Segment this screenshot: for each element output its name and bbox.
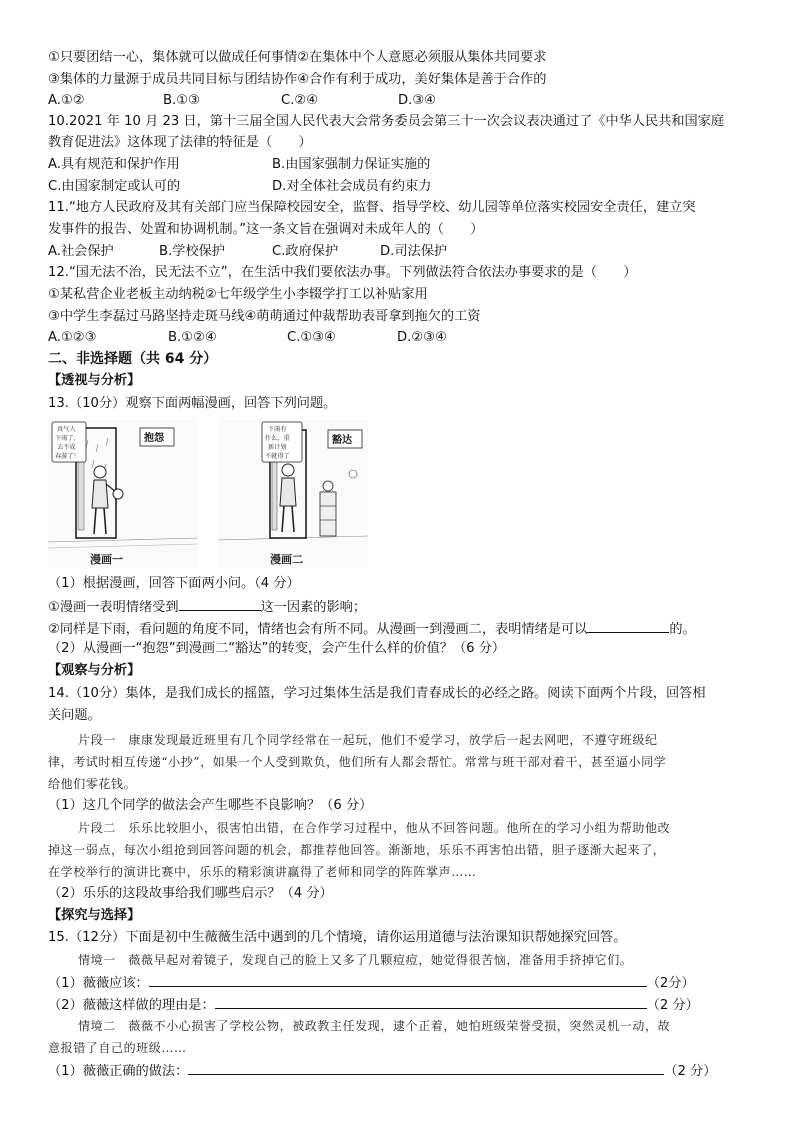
q14-stem-line1: 14.（10分）集体，是我们成长的摇篮，学习过集体生活是我们青春成长的必经之路。阅读下面两个片段，回答相 [48, 686, 706, 701]
comic-2 [218, 420, 368, 568]
comic-1-caption: 漫画一 [90, 553, 123, 566]
comic-2-bubble-line-1: 下雨有 [268, 426, 287, 433]
q11-stem-line1: 11.“地方人民政府及其有关部门应当保障校园安全，监督、指导学校、幼儿园等单位落实校园安全责任，建立突 [48, 200, 696, 215]
q11-stem-line2: 发事件的报告、处置和协调机制。”这一条文旨在强调对未成年人的（ ） [48, 222, 484, 237]
q9-statements-3-4: ③集体的力量源于成员共同目标与团结协作④合作有利于成功，美好集体是善于合作的 [48, 72, 547, 87]
q15-scene1: 情境一 薇薇早起对着镜子，发现自己的脸上又多了几颗痘痘，她觉得很苦恼，准备用手挤掉它们。 [78, 953, 633, 967]
comic-2-caption: 漫画二 [270, 553, 303, 566]
q9-option-c[interactable]: C.②④ [281, 93, 319, 108]
q15-intro: 15.（12分）下面是初中生薇薇生活中遇到的几个情境，请你运用道德与法治课知识帮她探究回答。 [48, 930, 627, 945]
q13-part2: （2）从漫画一“抱怨”到漫画二“豁达”的转变，会产生什么样的价值？（6 分） [48, 641, 506, 656]
q12-option-d[interactable]: D.②③④ [397, 330, 447, 345]
answer-line[interactable] [149, 973, 647, 987]
comic-2-bubble-line-2: 什么，重 [265, 435, 290, 442]
q12-statements-3-4: ③中学生李磊过马路坚持走斑马线④萌萌通过仲裁帮助表哥拿到拖欠的工资 [48, 309, 481, 324]
q15-scene2-q1 [48, 1061, 716, 1081]
comic-2-tag: 豁达 [332, 435, 352, 446]
q15-scene1-q1-label: （1）薇薇应该： [48, 976, 149, 991]
q12-option-c[interactable]: C.①③④ [287, 330, 336, 345]
q14-part1: （1）这几个同学的做法会产生哪些不良影响？（6 分） [48, 798, 373, 813]
answer-line[interactable] [188, 1061, 664, 1075]
q9-option-b[interactable]: B.①③ [163, 93, 200, 108]
answer-line[interactable] [215, 995, 647, 1009]
q15-scene1-q1 [48, 973, 695, 993]
q15-scene1-q2 [48, 995, 699, 1015]
q12-option-a[interactable]: A.①②③ [48, 330, 97, 345]
q14-fragment2-line2: 掉这一弱点，每次小组抢到回答问题的机会，都推荐他回答。渐渐地，乐乐不再害怕出错，胆子逐渐大起来了， [48, 843, 666, 857]
q15-scene2-q1-score: （2 分） [664, 1064, 717, 1079]
q13-part1a [48, 597, 366, 617]
q11-option-a[interactable]: A.社会保护 [48, 244, 114, 259]
comic-1-bubble-line-1: 真气人 [57, 426, 76, 433]
q15-scene1-q2-label: （2）薇薇这样做的理由是： [48, 998, 215, 1013]
q10-option-a[interactable]: A.具有规范和保护作用 [48, 157, 180, 172]
comic-2-bubble-line-4: 不就得了 [265, 453, 290, 460]
q14-part2: （2）乐乐的这段故事给我们哪些启示？（4 分） [48, 886, 333, 901]
comic-1-bubble-line-4: 春游了！ [55, 453, 80, 460]
q10-option-b[interactable]: B.由国家强制力保证实施的 [272, 157, 431, 172]
q14-fragment1-line3: 给他们零花钱。 [48, 777, 137, 791]
comic-1-tag: 抱怨 [144, 433, 164, 444]
section-title: 二、非选择题（共 64 分） [48, 351, 218, 367]
section-heading-analysis: 【透视与分析】 [48, 373, 141, 388]
q12-stem: 12.“国无法不治，民无法不立”，在生活中我们要依法办事。下列做法符合依法办事要求的是（ ） [48, 265, 637, 280]
q12-statements-1-2: ①某私营企业老板主动纳税②七年级学生小李辍学打工以补贴家用 [48, 287, 428, 302]
q15-scene1-q2-score: （2 分） [646, 998, 699, 1013]
q11-option-b[interactable]: B.学校保护 [159, 244, 225, 259]
q12-option-b[interactable]: B.①②④ [168, 330, 217, 345]
q13-part1a-suffix: 这一因素的影响； [260, 600, 367, 615]
q10-stem-line2: 教育促进法》这体现了法律的特征是（ ） [48, 135, 312, 150]
comic-2-bubble-line-3: 新计划 [268, 444, 287, 451]
section-heading-observe: 【观察与分析】 [48, 663, 141, 678]
q11-option-c[interactable]: C.政府保护 [272, 244, 339, 259]
q10-option-d[interactable]: D.对全体社会成员有约束力 [272, 179, 432, 194]
q9-option-a[interactable]: A.①② [48, 93, 85, 108]
q14-fragment2-line3: 在学校举行的演讲比赛中，乐乐的精彩演讲赢得了老师和同学的阵阵掌声…… [48, 865, 477, 879]
q11-option-d[interactable]: D.司法保护 [380, 244, 448, 259]
answer-blank[interactable] [587, 619, 669, 633]
q9-statements-1-2: ①只要团结一心，集体就可以做成任何事情②在集体中个人意愿必须服从集体共同要求 [48, 50, 547, 65]
q13-intro: 13.（10分）观察下面两幅漫画，回答下列问题。 [48, 396, 337, 411]
answer-blank[interactable] [179, 597, 261, 611]
q15-scene2-q1-label: （1）薇薇正确的做法： [48, 1064, 189, 1079]
q13-part1b [48, 619, 696, 639]
comic-illustrations [48, 420, 368, 568]
q15-scene2-line1: 情境二 薇薇不小心损害了学校公物，被政教主任发现，逮个正着，她怕班级荣誉受损，突然灵机一动，故 [78, 1019, 671, 1033]
comic-1-bubble-line-2: 下雨了， [55, 435, 80, 442]
q14-stem-line2: 关问题。 [48, 708, 101, 723]
q10-stem-line1: 10.2021 年 10 月 23 日，第十三届全国人民代表大会常务委员会第三十一次会议表决通过了《中华人民共和国家庭 [48, 114, 725, 129]
q15-scene1-q1-score: （2分） [646, 976, 695, 991]
comic-1-bubble-line-3: 去不成 [57, 444, 76, 451]
q10-option-c[interactable]: C.由国家制定或认可的 [48, 179, 181, 194]
q15-scene2-line2: 意报错了自己的班级…… [48, 1041, 187, 1055]
q14-fragment2-line1: 片段二 乐乐比较胆小，很害怕出错，在合作学习过程中，他从不回答问题。他所在的学习小组为帮助他改 [78, 821, 671, 835]
q13-part1b-prefix: ②同样是下雨，看问题的角度不同，情绪也会有所不同。从漫画一到漫画二，表明情绪是可以 [48, 622, 588, 637]
comic-1 [48, 420, 198, 568]
q14-fragment1-line2: 律，考试时相互传递“小抄”，如果一个人受到欺负，他们所有人都会帮忙。常常与班干部对着干，甚至逼小同学 [48, 755, 667, 769]
q13-part1b-suffix: 的。 [669, 622, 696, 637]
q13-part1: （1）根据漫画，回答下面两小问。（4 分） [48, 576, 300, 591]
q9-option-d[interactable]: D.③④ [398, 93, 436, 108]
q13-part1a-prefix: ①漫画一表明情绪受到 [48, 600, 179, 615]
q14-fragment1-line1: 片段一 康康发现最近班里有几个同学经常在一起玩，他们不爱学习，放学后一起去网吧，不遵守班级纪 [78, 733, 658, 747]
section-heading-explore: 【探究与选择】 [48, 908, 141, 923]
